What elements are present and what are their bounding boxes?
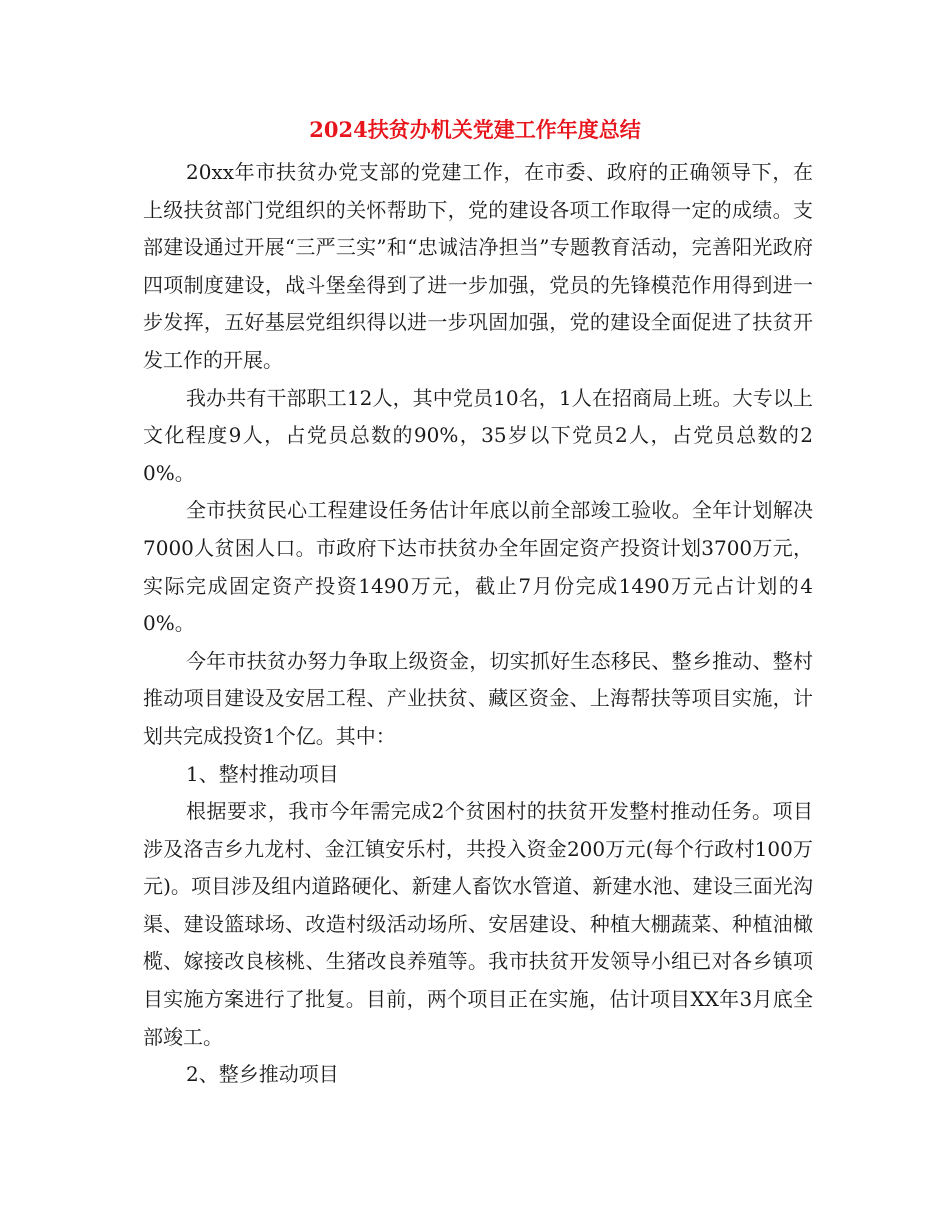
document-body <box>143 154 813 1094</box>
document-title: 2024扶贫办机关党建工作年度总结 <box>309 117 641 142</box>
section-heading-township: 2、整乡推动项目 <box>186 1062 339 1087</box>
paragraph-projects: 全市扶贫民心工程建设任务估计年底以前全部竣工验收。全年计划解决7000人贫困人口。市政府下达市扶贫办全年固定资产投资计划3700万元，实际完成固定资产投资1490万元，截止7月份完成1490万元占计划的40%。 <box>143 498 813 636</box>
paragraph-funding: 今年市扶贫办努力争取上级资金，切实抓好生态移民、整乡推动、整村推动项目建设及安居工程、产业扶贫、藏区资金、上海帮扶等项目实施，计划共完成投资1个亿。其中： <box>143 648 813 748</box>
paragraph-staff: 我办共有干部职工12人，其中党员10名，1人在招商局上班。大专以上文化程度9人，占党员总数的90%，35岁以下党员2人，占党员总数的20%。 <box>143 385 813 485</box>
paragraph-village: 根据要求，我市今年需完成2个贫困村的扶贫开发整村推动任务。项目涉及洛吉乡九龙村、金江镇安乐村，共投入资金200万元(每个行政村100万元)。项目涉及组内道路硬化、新建人畜饮水管道、新建水池、建设三面光沟渠、建设篮球场、改造村级活动场所、安居建设、种植大棚蔬菜、种植油橄榄、嫁接改良核桃、生猪改良养殖等。我市扶贫开发领导小组已对各乡镇项目实施方案进行了批复。目前，两个项目正在实施，估计项目XX年3月底全部竣工。 <box>143 799 813 1049</box>
paragraph-intro: 20xx年市扶贫办党支部的党建工作，在市委、政府的正确领导下，在上级扶贫部门党组织的关怀帮助下，党的建设各项工作取得一定的成绩。支部建设通过开展“三严三实”和“忠诚洁净担当”专题教育活动，完善阳光政府四项制度建设，战斗堡垒得到了进一步加强，党员的先锋模范作用得到进一步发挥，五好基层党组织得以进一步巩固加强，党的建设全面促进了扶贫开发工作的开展。 <box>143 160 813 372</box>
section-heading-village: 1、整村推动项目 <box>186 761 339 786</box>
